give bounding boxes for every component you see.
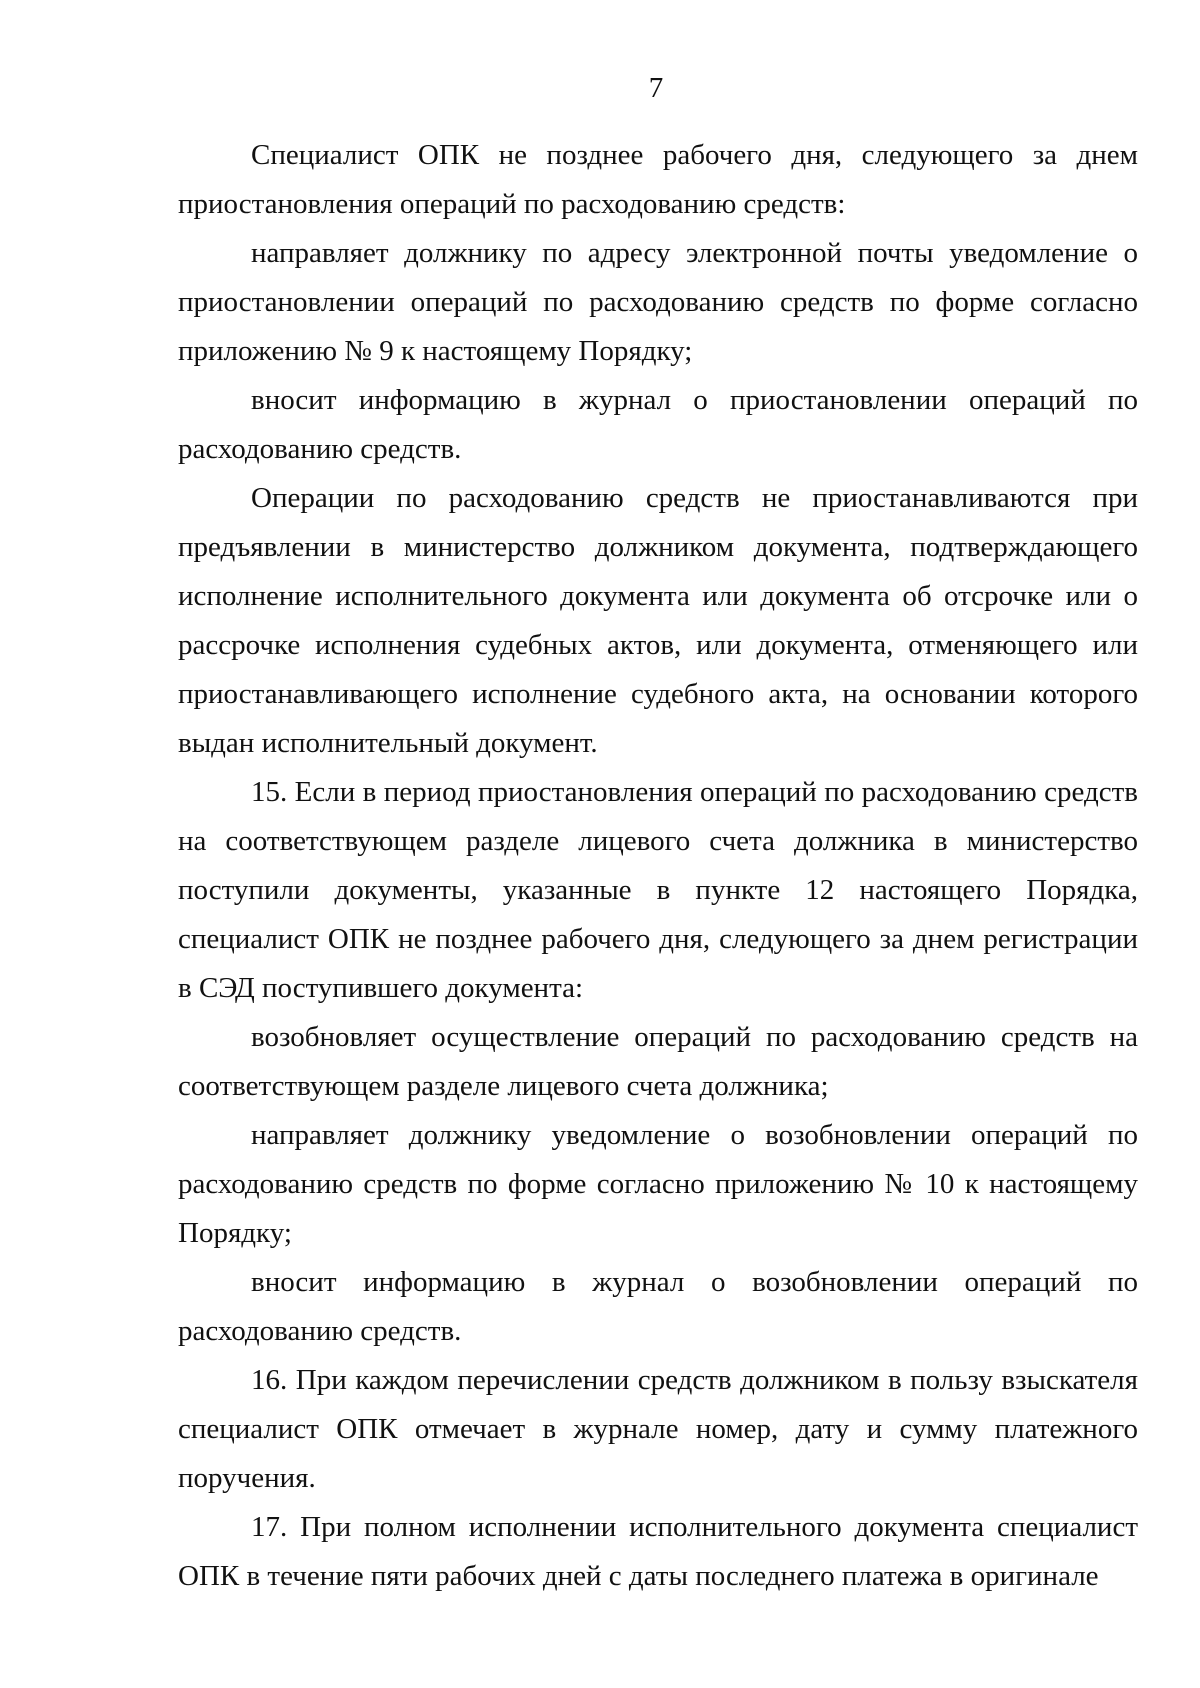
document-body bbox=[178, 131, 1138, 1601]
paragraph: 16. При каждом перечислении средств должником в пользу взыскателя специалист ОПК отмечает в журнале номер, дату и сумму платежного поручения. bbox=[178, 1364, 1138, 1494]
paragraph: вносит информацию в журнал о приостановлении операций по расходованию средств. bbox=[178, 384, 1138, 465]
paragraph: Специалист ОПК не позднее рабочего дня, следующего за днем приостановления операций по расходованию средств: bbox=[178, 139, 1138, 220]
paragraph: направляет должнику по адресу электронной почты уведомление о приостановлении операций по расходованию средств по форме согласно приложению № 9 к настоящему Порядку; bbox=[178, 237, 1138, 367]
page-number: 7 bbox=[648, 72, 664, 104]
paragraph: Операции по расходованию средств не приостанавливаются при предъявлении в министерство должником документа, подтверждающего исполнение исполнительного документа или документа об отсрочке или о рассрочке исполнения судебных актов, или документа, отменяющего или приостанавливающего исполнение судебного акта, на основании которого выдан исполнительный документ. bbox=[178, 482, 1138, 759]
paragraph: вносит информацию в журнал о возобновлении операций по расходованию средств. bbox=[178, 1266, 1138, 1347]
paragraph: возобновляет осуществление операций по расходованию средств на соответствующем разделе лицевого счета должника; bbox=[178, 1021, 1138, 1102]
paragraph: 17. При полном исполнении исполнительного документа специалист ОПК в течение пяти рабочих дней с даты последнего платежа в оригинале bbox=[178, 1511, 1138, 1592]
paragraph: 15. Если в период приостановления операций по расходованию средств на соответствующем разделе лицевого счета должника в министерство поступили документы, указанные в пункте 12 настоящего Порядка, специалист ОПК не позднее рабочего дня, следующего за днем регистрации в СЭД поступившего документа: bbox=[178, 776, 1138, 1004]
paragraph: направляет должнику уведомление о возобновлении операций по расходованию средств по форме согласно приложению № 10 к настоящему Порядку; bbox=[178, 1119, 1138, 1249]
